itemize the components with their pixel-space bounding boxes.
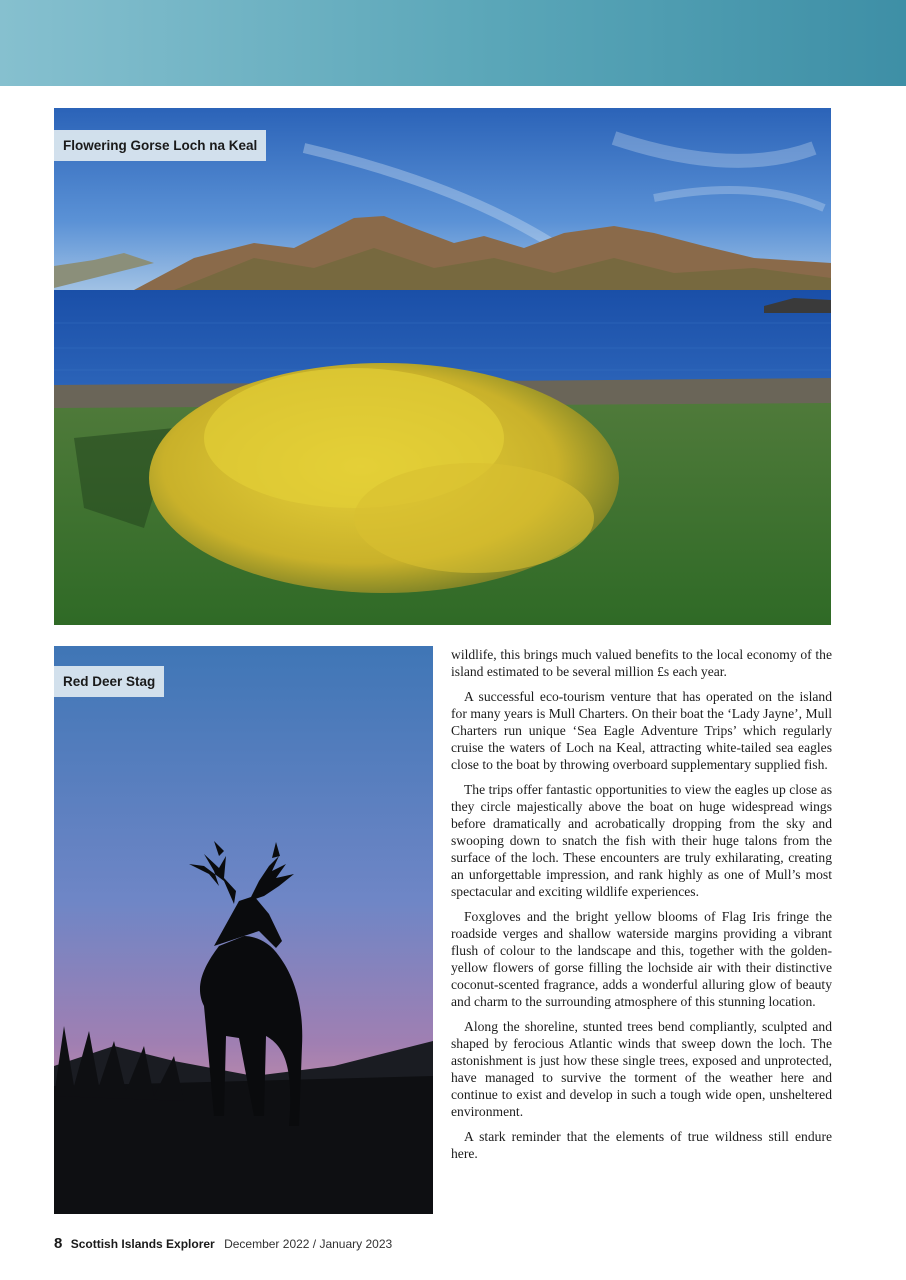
article-paragraph: A successful eco-tourism venture that has operated on the island for many years is Mull Charters. On their boat the ‘Lady Jayne’, Mull Charters run unique ‘Sea Eagle Adventure Trips’ which regularly cruise the waters of Loch na Keal, attracting white-tailed sea eagles close to the boat by throwing overboard supplementary supplied fish. xyxy=(451,689,832,772)
article-body xyxy=(451,646,832,1170)
photo-red-deer-stag xyxy=(54,646,433,1214)
article-paragraph: A stark reminder that the elements of true wildness still endure here. xyxy=(451,1129,832,1161)
article-paragraph: Along the shoreline, stunted trees bend compliantly, sculpted and shaped by ferocious Atlantic winds that sweep down the loch. The astonishment is just how these single trees, exposed and unprotected, have managed to survive the torment of the weather here and continue to exist and develop in such a tough wide open, unsheltered environment. xyxy=(451,1019,832,1119)
magazine-title: Scottish Islands Explorer xyxy=(70,1237,215,1251)
caption-red-deer-stag: Red Deer Stag xyxy=(54,666,164,697)
stag-silhouette-illustration xyxy=(54,646,433,1214)
article-paragraph: wildlife, this brings much valued benefits to the local economy of the island estimated to be several million £s each year. xyxy=(451,647,832,679)
gorse-landscape-illustration xyxy=(54,108,831,625)
page-number: 8 xyxy=(54,1235,63,1252)
photo-gorse-loch xyxy=(54,108,831,625)
article-paragraph: Foxgloves and the bright yellow blooms of Flag Iris fringe the roadside verges and shallow waterside margins providing a vibrant flush of colour to the landscape and this, together with the golden-yellow flowers of gorse filling the lochside air with their distinctive coconut-scented fragrance, adds a wonderful alluring glow of beauty and charm to the surrounding atmosphere of this stunning location. xyxy=(451,909,832,1009)
caption-gorse-loch: Flowering Gorse Loch na Keal xyxy=(54,130,266,161)
issue-date: December 2022 / January 2023 xyxy=(224,1237,393,1251)
page-footer xyxy=(54,1234,392,1254)
article-paragraph: The trips offer fantastic opportunities to view the eagles up close as they circle majestically above the boat on huge widespread wings before dramatically and acrobatically dropping from the sky and swooping down to snatch the fish with their huge talons from the surface of the loch. These encounters are truly exhilarating, creating an unforgettable impression, and rank highly as one of Mull’s most spectacular and exciting wildlife experiences. xyxy=(451,782,832,899)
header-color-band xyxy=(0,0,906,86)
